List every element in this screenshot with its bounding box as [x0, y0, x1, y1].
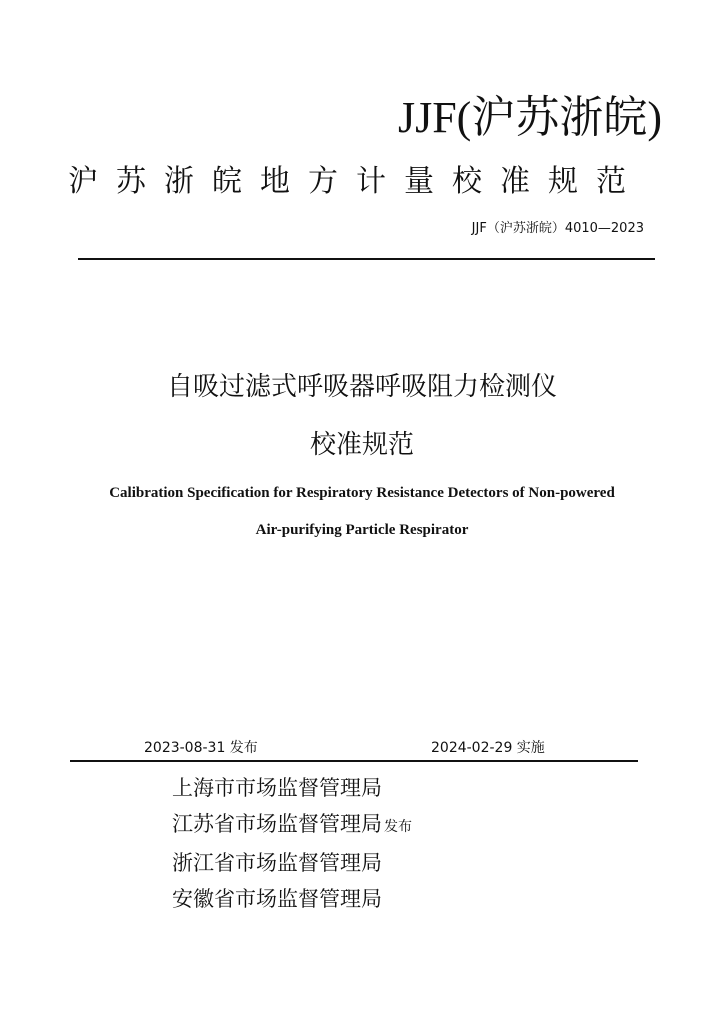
issue-date: 2023-08-31 发布 [144, 740, 258, 756]
standard-number: JJF（沪苏浙皖）4010—2023 [471, 221, 644, 236]
authority-shanghai-name: 上海市市场监督管理局 [172, 776, 382, 800]
title-en-line1: Calibration Specification for Respiratory Resistance Detectors of Non-powered [109, 485, 615, 501]
series-name: 沪苏浙皖地方计量校准规范 [68, 164, 644, 199]
bottom-divider [70, 760, 638, 762]
top-divider [78, 258, 655, 260]
authority-anhui-name: 安徽省市场监督管理局 [172, 887, 382, 911]
authority-anhui [172, 881, 412, 917]
title-cn-line1: 自吸过滤式呼吸器呼吸阻力检测仪 [166, 372, 557, 402]
authority-jiangsu [172, 806, 412, 845]
issuing-authorities [172, 770, 412, 917]
title-cn-line2: 校准规范 [309, 430, 414, 460]
title-en-line2: Air-purifying Particle Respirator [255, 522, 469, 538]
authority-jiangsu-name: 江苏省市场监督管理局 [172, 812, 382, 836]
issue-word: 发布 [384, 819, 412, 835]
authority-zhejiang-name: 浙江省市场监督管理局 [172, 851, 382, 875]
authority-shanghai [172, 770, 412, 806]
authority-zhejiang [172, 845, 412, 881]
series-mark: JJF(沪苏浙皖) [397, 93, 662, 142]
implementation-date: 2024-02-29 实施 [431, 740, 545, 756]
